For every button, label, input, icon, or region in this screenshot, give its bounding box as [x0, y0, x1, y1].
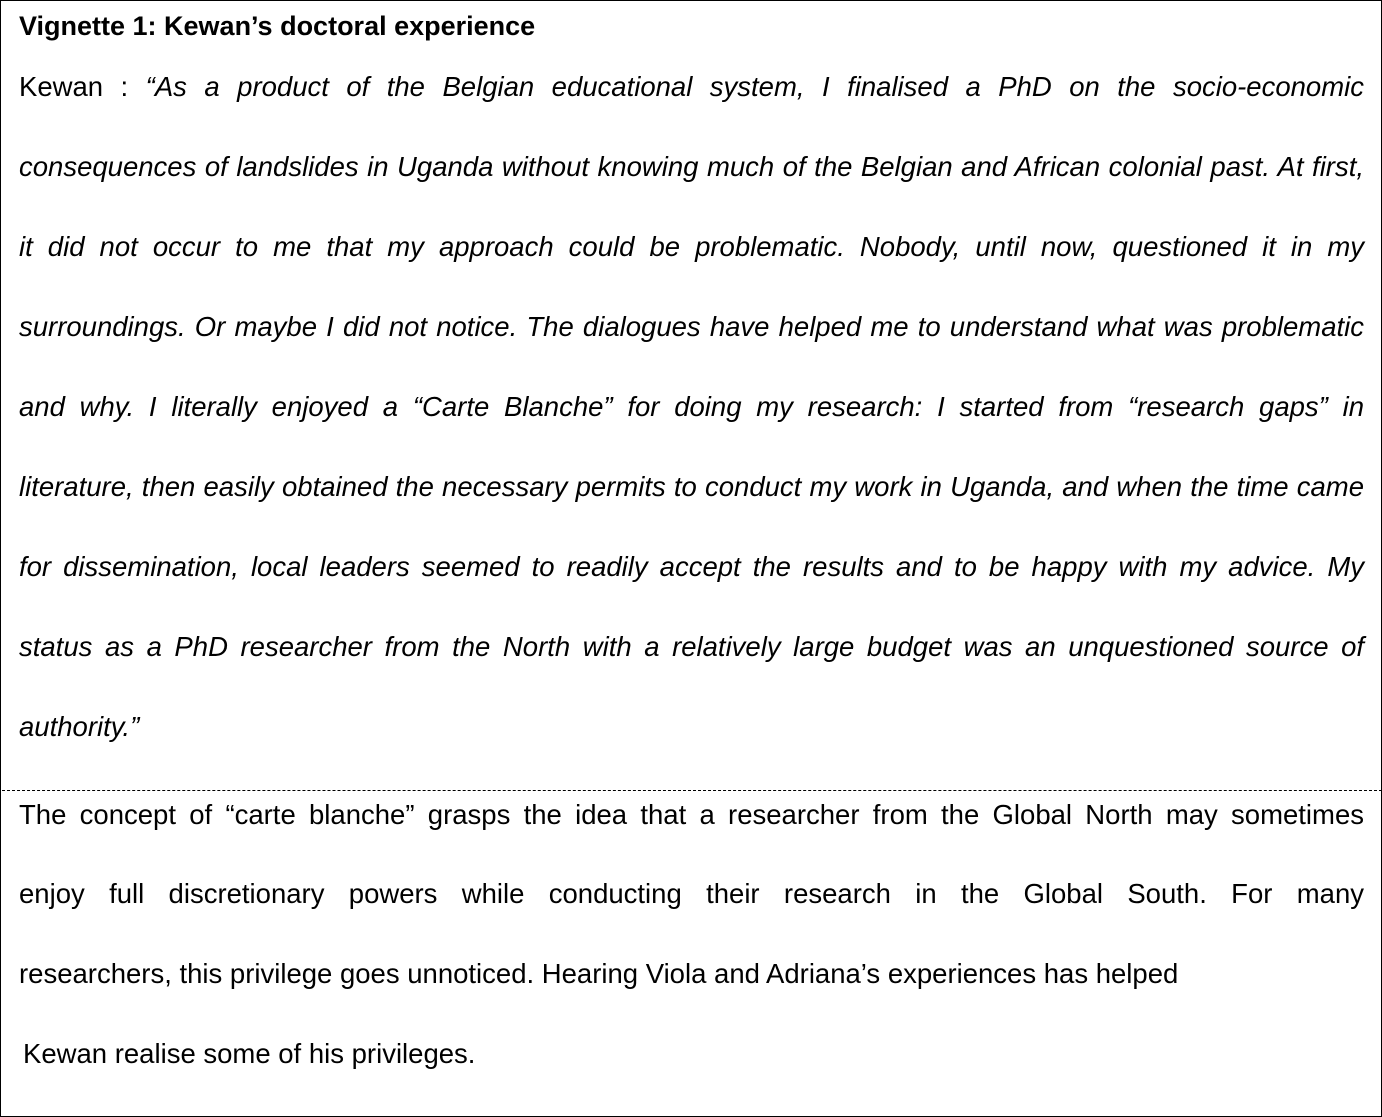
- commentary-line-1: The concept of “carte blanche” grasps the idea that a researcher from the Global North may sometimes: [19, 799, 1364, 830]
- vignette-title: Vignette 1: Kewan’s doctoral experience: [19, 11, 536, 41]
- quote-text: “As a product of the Belgian educational system, I finalised a PhD on the socio-economic consequences of landslides in Uganda without knowing much of the Belgian and African colonial past. At first, it did not occur to me that my approach could be problematic. Nobody, until now, questioned it in my surroundings. Or maybe I did not notice. The dialogues have helped me to understand what was problematic and why. I literally enjoyed a “Carte Blanche” for doing my research: I started from “research gaps” in literature, then easily obtained the necessary permits to conduct my work in Uganda, and when the time came for dissemination, local leaders seemed to readily accept the results and to be happy with my advice. My status as a PhD researcher from the North with a relatively large budget was an unquestioned source of authority.”: [19, 71, 1364, 742]
- commentary-line-2: enjoy full discretionary powers while conducting their research in the Global South. For many: [19, 878, 1364, 909]
- commentary-line-3: researchers, this privilege goes unnoticed. Hearing Viola and Adriana’s experiences has helped: [19, 958, 1179, 989]
- vignette-quote-paragraph: [19, 47, 1364, 767]
- dashed-divider: [2, 790, 1382, 791]
- speaker-label: Kewan :: [19, 71, 146, 102]
- commentary-line-4: Kewan realise some of his privileges.: [23, 1038, 476, 1069]
